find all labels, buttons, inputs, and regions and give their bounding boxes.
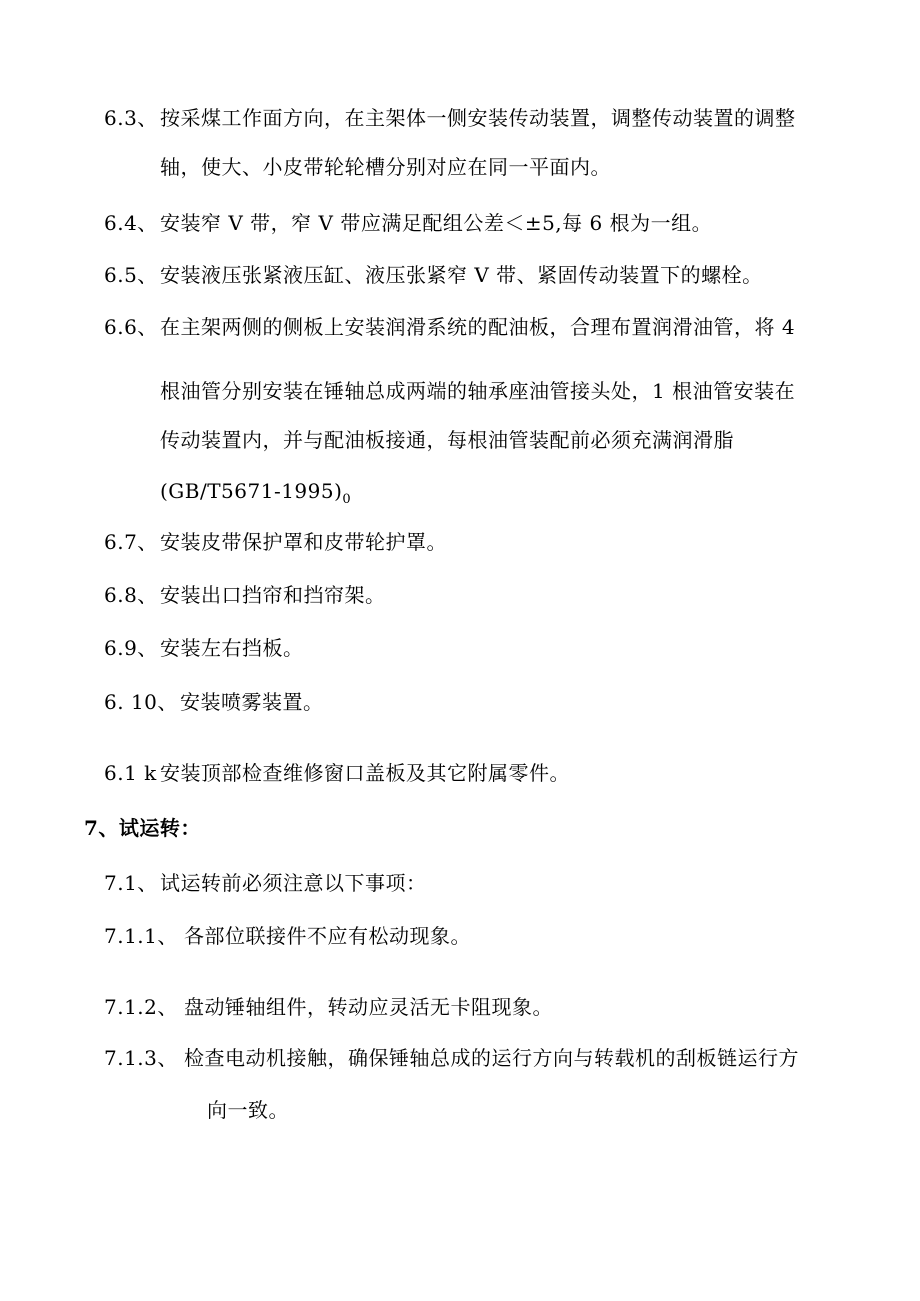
item-text: 安装左右挡板。 (160, 636, 304, 660)
item-text: 安装皮带保护罩和皮带轮护罩。 (160, 530, 447, 554)
item-continuation: 根油管分别安装在锤轴总成两端的轴承座油管接头处，1 根油管安装在 (160, 379, 796, 403)
item-text: 试运转前必须注意以下事项： (160, 871, 427, 895)
item-text: 安装液压张紧液压缸、液压张紧窄 V 带、紧固传动装置下的螺栓。 (160, 263, 763, 287)
list-item (104, 581, 386, 609)
item-number: 6. 10、 (104, 690, 178, 714)
item-text: 在主架两侧的侧板上安装润滑系统的配油板，合理布置润滑油管，将 4 (160, 315, 796, 339)
item-number: 6.3、 (104, 106, 158, 130)
item-number: 6.7、 (104, 530, 158, 554)
item-number: 6.6、 (104, 315, 158, 339)
item-continuation: 轴，使大、小皮带轮轮槽分别对应在同一平面内。 (160, 155, 611, 179)
subscript: 0 (342, 492, 352, 507)
list-item (104, 104, 796, 132)
item-number: 7.1.3、 (104, 1046, 178, 1070)
standard-reference: (GB/T5671-1995) (160, 479, 343, 503)
list-item (104, 209, 712, 237)
item-continuation: 向一致。 (207, 1098, 289, 1122)
item-text: 安装窄 V 带，窄 V 带应满足配组公差＜±5,每 6 根为一组。 (160, 211, 713, 235)
item-text: 按采煤工作面方向，在主架体一侧安装传动装置，调整传动装置的调整 (160, 106, 796, 130)
list-item (104, 922, 471, 950)
list-item (104, 634, 304, 662)
item-number: 6.8、 (104, 583, 158, 607)
list-item (104, 261, 763, 289)
item-number: 6.9、 (104, 636, 158, 660)
item-text: 安装出口挡帘和挡帘架。 (160, 583, 386, 607)
item-text: 检查电动机接触，确保锤轴总成的运行方向与转载机的刮板链运行方 (184, 1046, 799, 1070)
item-number: 7.1.1、 (104, 924, 178, 948)
list-item (104, 313, 795, 341)
item-text: 盘动锤轴组件，转动应灵活无卡阻现象。 (184, 995, 553, 1019)
item-continuation (160, 477, 351, 514)
item-number: 7.1、 (104, 871, 158, 895)
list-item (104, 869, 427, 897)
item-number: 6.1 k (104, 761, 157, 785)
list-item (104, 528, 447, 556)
item-text: 安装喷雾装置。 (180, 690, 324, 714)
item-number: 6.4、 (104, 211, 158, 235)
section-heading: 7、试运转： (84, 816, 201, 840)
item-text: 各部位联接件不应有松动现象。 (184, 924, 471, 948)
item-text: 安装顶部检查维修窗口盖板及其它附属零件。 (160, 761, 570, 785)
item-number: 6.5、 (104, 263, 158, 287)
list-item (104, 688, 324, 716)
list-item (104, 759, 570, 787)
item-number: 7.1.2、 (104, 995, 178, 1019)
list-item (104, 993, 553, 1021)
list-item (104, 1044, 799, 1072)
item-continuation: 传动装置内，并与配油板接通，每根油管装配前必须充满润滑脂 (160, 428, 734, 452)
